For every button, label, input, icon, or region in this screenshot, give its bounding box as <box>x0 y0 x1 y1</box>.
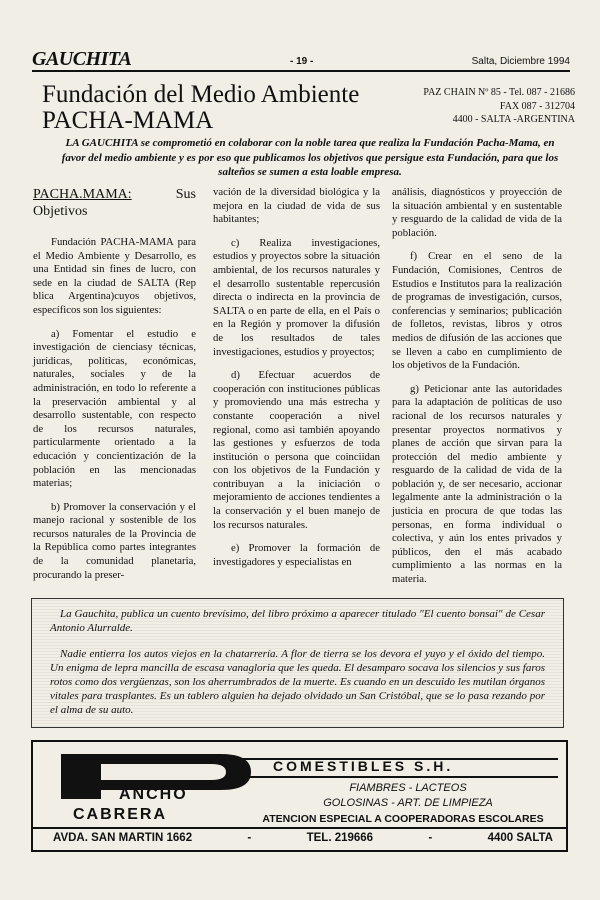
title-line-1: Fundación del Medio Ambiente <box>42 81 360 108</box>
masthead-logo: GAUCHITA <box>32 48 132 70</box>
title-line-2: PACHA-MAMA <box>42 107 214 134</box>
ad-products-1: FIAMBRES - LACTEOS <box>349 782 467 794</box>
ad-name-line-1: ANCHO <box>119 786 188 803</box>
column-2 <box>213 186 380 579</box>
foundation-address <box>410 86 575 127</box>
ad-separator-2: - <box>428 832 433 844</box>
paragraph-d: d) Efectuar acuerdos de cooperación con instituciones públicas y promoviendo una más estrecha y constante cooperación a nivel regional, como asi también apoyando las gestiones y esfuerzos de toda institución o persona que coinciidan con los objetivos de la Fundación y contribuyan a la iniciación o mejoramiento de acciones tendientes a la conservación y el buen manejo de los recursos naturales. <box>213 369 380 531</box>
column-heading: PACHA.MAMA: Sus Objetivos <box>33 187 196 219</box>
ad-contact-row <box>53 832 553 844</box>
ad-address: AVDA. SAN MARTIN 1662 <box>53 832 193 844</box>
paragraph-b: b) Promover la conservación y el manejo racional y sostenible de los recursos naturales de la Provincia de la República como partes integrantes de la comunidad planetaria, procurando la preser- <box>33 500 196 581</box>
paragraph-g: g) Peticionar ante las autoridades para la adaptación de políticas de uso racional de los recursos naturales y presentar proyectos normativos y planes de acción que sirvan para la protección del medio ambiente y resguardo de la calidad de vida de la población y, de ser necesario, accionar legalmente ante la administración o la justicia en procura de que todas las personas, en forma individual o colectiva, y aún los entes privados y públicos, den el más acabado cumplimiento a las normas en la materia. <box>392 382 562 586</box>
address-line-2: FAX 087 - 312704 <box>499 100 575 112</box>
paragraph-e-cont: análisis, diagnósticos y proyección de la situación ambiental y en sustentable y resguardo de la calidad de vida de la población. <box>392 186 562 239</box>
ad-business-name: COMESTIBLES S.H. <box>273 758 454 774</box>
issue-date: Salta, Diciembre 1994 <box>471 56 570 67</box>
article-title <box>42 82 402 134</box>
address-line-3: 4400 - SALTA -ARGENTINA <box>452 114 575 125</box>
address-line-1: PAZ CHAIN Nº 85 - Tel. 087 - 21686 <box>423 87 575 98</box>
masthead <box>32 48 570 70</box>
story-intro: La Gauchita, publica un cuento brevísimo, del libro próximo a aparecer titulado "El cuento bonsai" de Cesar Antonio Alurralde. <box>50 608 545 634</box>
story-box <box>31 598 564 728</box>
paragraph-f: f) Crear en el seno de la Fundación, Comisiones, Centros de Estudios e Institutos para la realización de programas de investigación, cursos, conferencias y seminarios; publicación de folletos, revistas, libros y otros medios de difusión de las acciones que se lleven a cabo en cumplimiento de los objetivos de la Fundación. <box>392 250 562 372</box>
paragraph-intro: Fundación PACHA-MAMA para el Medio Ambiente y Desarrollo, es una Entidad sin fines de lucro, con sede en la ciudad de SALTA (Rep blica Argentina)cuyos objetivos, específicos son los siguientes: <box>33 236 196 316</box>
ad-divider-mid <box>228 776 558 778</box>
article-intro: LA GAUCHITA se comprometió en colaborar con la noble tarea que realiza la Fundación Pacha-Mama, en favor del medio ambiente y es por eso que publicamos los objetivos que persigue esta Fundación, para que los salteños se sumen a esta loable empresa. <box>61 137 559 178</box>
ad-phone: TEL. 219666 <box>306 832 374 844</box>
ad-special-attention: ATENCION ESPECIAL A COOPERADORAS ESCOLARES <box>262 813 544 825</box>
ad-products-2: GOLOSINAS - ART. DE LIMPIEZA <box>323 797 493 809</box>
advertisement <box>31 740 568 852</box>
ad-separator: - <box>247 832 252 844</box>
ad-city: 4400 SALTA <box>487 832 553 844</box>
page-number: - 19 - <box>290 56 314 67</box>
story-text: Nadie entierra los autos viejos en la chatarrería. A flor de tierra se los devora el yuyo y el óxido del tiempo. Un enigma de lepra mancilla de escasa vanagloria que les queda. El desamparo socava los silencios y sus faros rotos como dos vergüenzas, son los aherrumbrados de la muerte. Es cuando en un descuido les mutilan órganos vitales para trasplantes. Es un tablero alguien ha dejado olvidado un San Cristóbal, que se lo pasa rezando por el alma de su auto. <box>50 648 545 716</box>
ad-name-line-2: CABRERA <box>73 806 167 823</box>
paragraph-e: e) Promover la formación de investigadores y especialistas en <box>213 542 380 568</box>
paragraph-a: a) Fomentar el estudio e investigación de cienciasy técnicas, jurídicas, políticas, económicas, naturales, sociales y de la administración, en todo lo referente a la preservación ambiental y al desarrollo sustentable, con respecto de los recursos naturales, particularmente orientado a la educación y concientización de la población en las mencionadas materias; <box>33 327 196 490</box>
column-1 <box>33 186 196 592</box>
paragraph-c: c) Realiza investigaciones, estudios y proyectos sobre la situación ambiental, de los recursos naturales y el desarrollo sustentable repercusión directa o indirecta en la provincia de SALTA o en parte de ella, en el País o en la Región y promover la difusión de los resultados de tales investigaciones, estudios y proyectos; <box>213 236 380 358</box>
masthead-rule <box>32 70 570 72</box>
ad-bottom-rule <box>33 827 566 829</box>
paragraph-b-cont: vación de la diversidad biológica y la mejora en la ciudad de vida de sus habitantes; <box>213 186 380 226</box>
column-3 <box>392 186 562 597</box>
